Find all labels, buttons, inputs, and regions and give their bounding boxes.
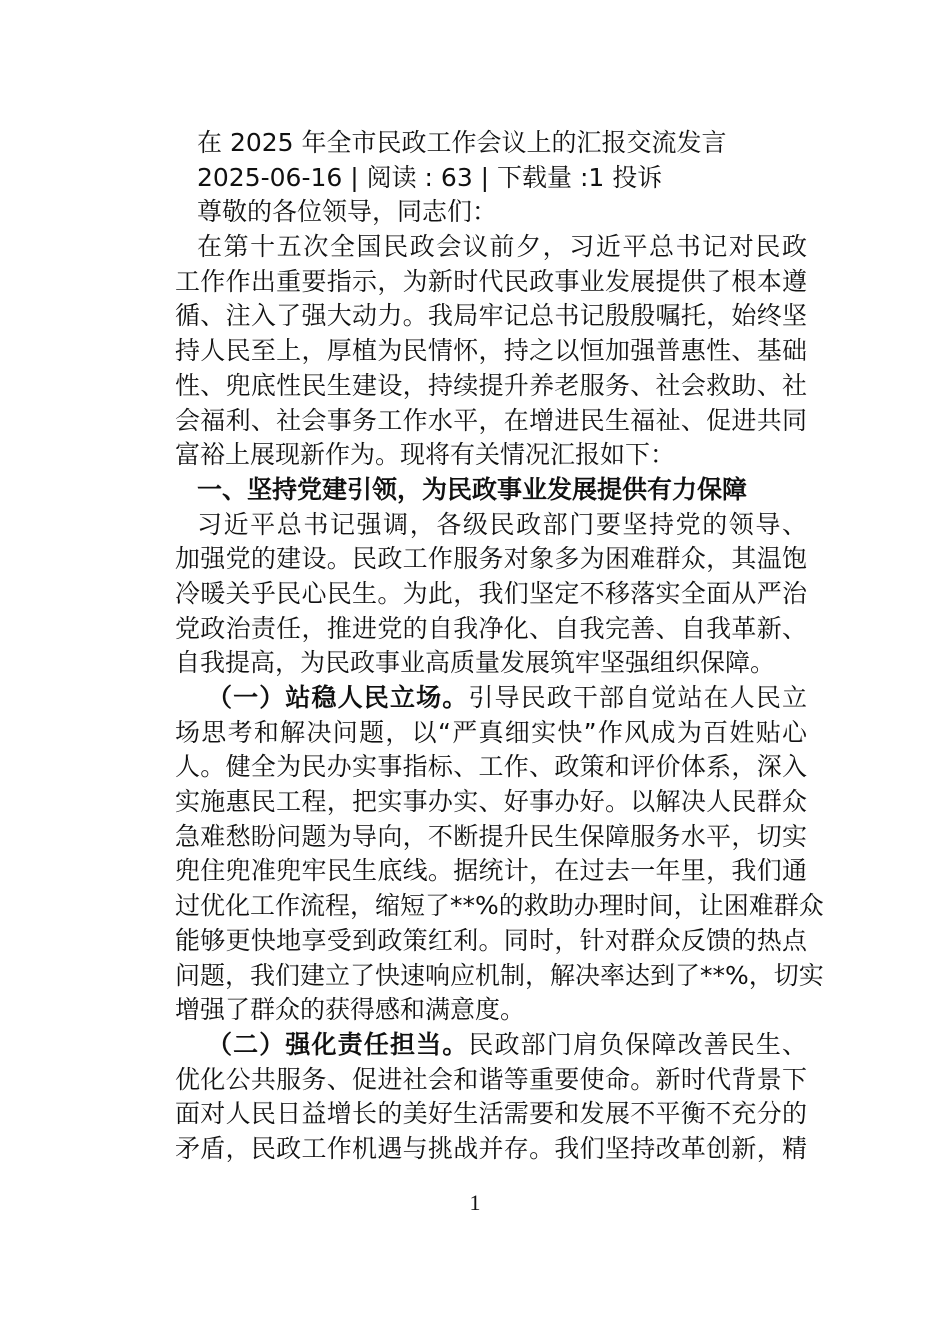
line-text: 在第十五次全国民政会议前夕，习近平总书记对民政 (197, 232, 807, 262)
line-text: 能够更快地享受到政策红利。同时，针对群众反馈的热点 (175, 925, 807, 955)
line-text: 人。健全为民办实事指标、工作、政策和评价体系，深入 (175, 752, 807, 782)
line-text: 冷暖关乎民心民生。为此，我们坚定不移落实全面从严治 (175, 578, 807, 608)
paragraph-line (175, 508, 807, 543)
paragraph-line (175, 299, 807, 334)
line-text: 加强党的建设。民政工作服务对象多为困难群众，其温饱 (175, 544, 807, 574)
paragraph-line (175, 230, 807, 265)
paragraph-line (175, 438, 807, 473)
paragraph-line (175, 646, 807, 681)
line-text: 问题，我们建立了快速响应机制，解决率达到了**%，切实 (175, 960, 824, 990)
section-heading (175, 473, 807, 508)
line-text: 场思考和解决问题，以“严真细实快”作风成为百姓贴心 (175, 717, 807, 747)
paragraph-line (175, 1063, 807, 1098)
paragraph-line (175, 681, 807, 716)
line-text: 尊敬的各位领导，同志们： (197, 197, 498, 227)
paragraph-line (175, 404, 807, 439)
paragraph-line (175, 750, 807, 785)
document-title: 在 2025 年全市民政工作会议上的汇报交流发言 (197, 128, 727, 157)
paragraph-line (175, 924, 807, 959)
paragraph-line (175, 1097, 807, 1132)
paragraph-line (175, 1132, 807, 1167)
paragraph-line (175, 612, 807, 647)
line-text: 民政部门肩负保障改善民生、 (468, 1029, 807, 1059)
bold-lead: 一、坚持党建引领，为民政事业发展提供有力保障 (197, 474, 748, 504)
line-text: 增强了群众的获得感和满意度。 (175, 995, 526, 1025)
line-text: 引导民政干部自觉站在人民立 (468, 683, 807, 712)
page-number: 1 (469, 1190, 481, 1215)
bold-lead: （二）强化责任担当。 (207, 1029, 469, 1059)
line-text: 面对人民日益增长的美好生活需要和发展不平衡不充分的 (175, 1099, 807, 1129)
line-text: 工作作出重要指示，为新时代民政事业发展提供了根本遵 (175, 266, 807, 296)
paragraph-line (175, 369, 807, 404)
line-text: 急难愁盼问题为导向，不断提升民生保障服务水平，切实 (175, 821, 807, 851)
line-text: 会福利、社会事务工作水平，在增进民生福祉、促进共同 (175, 405, 807, 435)
document-meta: 2025-06-16 | 阅读 : 63 | 下载量 :1 投诉 (197, 162, 663, 192)
paragraph-line (175, 959, 824, 994)
paragraph-line (175, 785, 807, 820)
line-text: 矛盾，民政工作机遇与挑战并存。我们坚持改革创新，精 (175, 1133, 807, 1163)
document-body (175, 195, 824, 1166)
paragraph-line (175, 820, 807, 855)
line-text: 持人民至上，厚植为民情怀，持之以恒加强普惠性、基础 (175, 336, 807, 366)
line-text: 优化公共服务、促进社会和谐等重要使命。新时代背景下 (175, 1064, 807, 1094)
paragraph-line (175, 195, 807, 230)
line-text: 过优化工作流程，缩短了**%的救助办理时间，让困难群众 (175, 891, 824, 921)
line-text: 党政治责任，推进党的自我净化、自我完善、自我革新、 (175, 613, 807, 643)
paragraph-line (175, 1028, 807, 1063)
paragraph-line (175, 542, 807, 577)
line-text: 自我提高，为民政事业高质量发展筑牢坚强组织保障。 (175, 648, 776, 678)
bold-lead: （一）站稳人民立场。 (207, 683, 469, 712)
paragraph-line (175, 265, 807, 300)
line-text: 富裕上展现新作为。现将有关情况汇报如下： (175, 440, 676, 470)
line-text: 循、注入了强大动力。我局牢记总书记殷殷嘱托，始终坚 (175, 301, 807, 331)
paragraph-line (175, 577, 807, 612)
line-text: 兜住兜准兜牢民生底线。据统计，在过去一年里，我们通 (175, 856, 807, 886)
paragraph-line (175, 334, 807, 369)
line-text: 习近平总书记强调，各级民政部门要坚持党的领导、 (197, 509, 807, 539)
document-page (175, 126, 824, 1167)
paragraph-line (175, 993, 807, 1028)
line-text: 实施惠民工程，把实事办实、好事办好。以解决人民群众 (175, 787, 807, 817)
paragraph-line (175, 716, 807, 751)
line-text: 性、兜底性民生建设，持续提升养老服务、社会救助、社 (175, 370, 807, 400)
paragraph-line (175, 889, 824, 924)
paragraph-line (175, 854, 807, 889)
